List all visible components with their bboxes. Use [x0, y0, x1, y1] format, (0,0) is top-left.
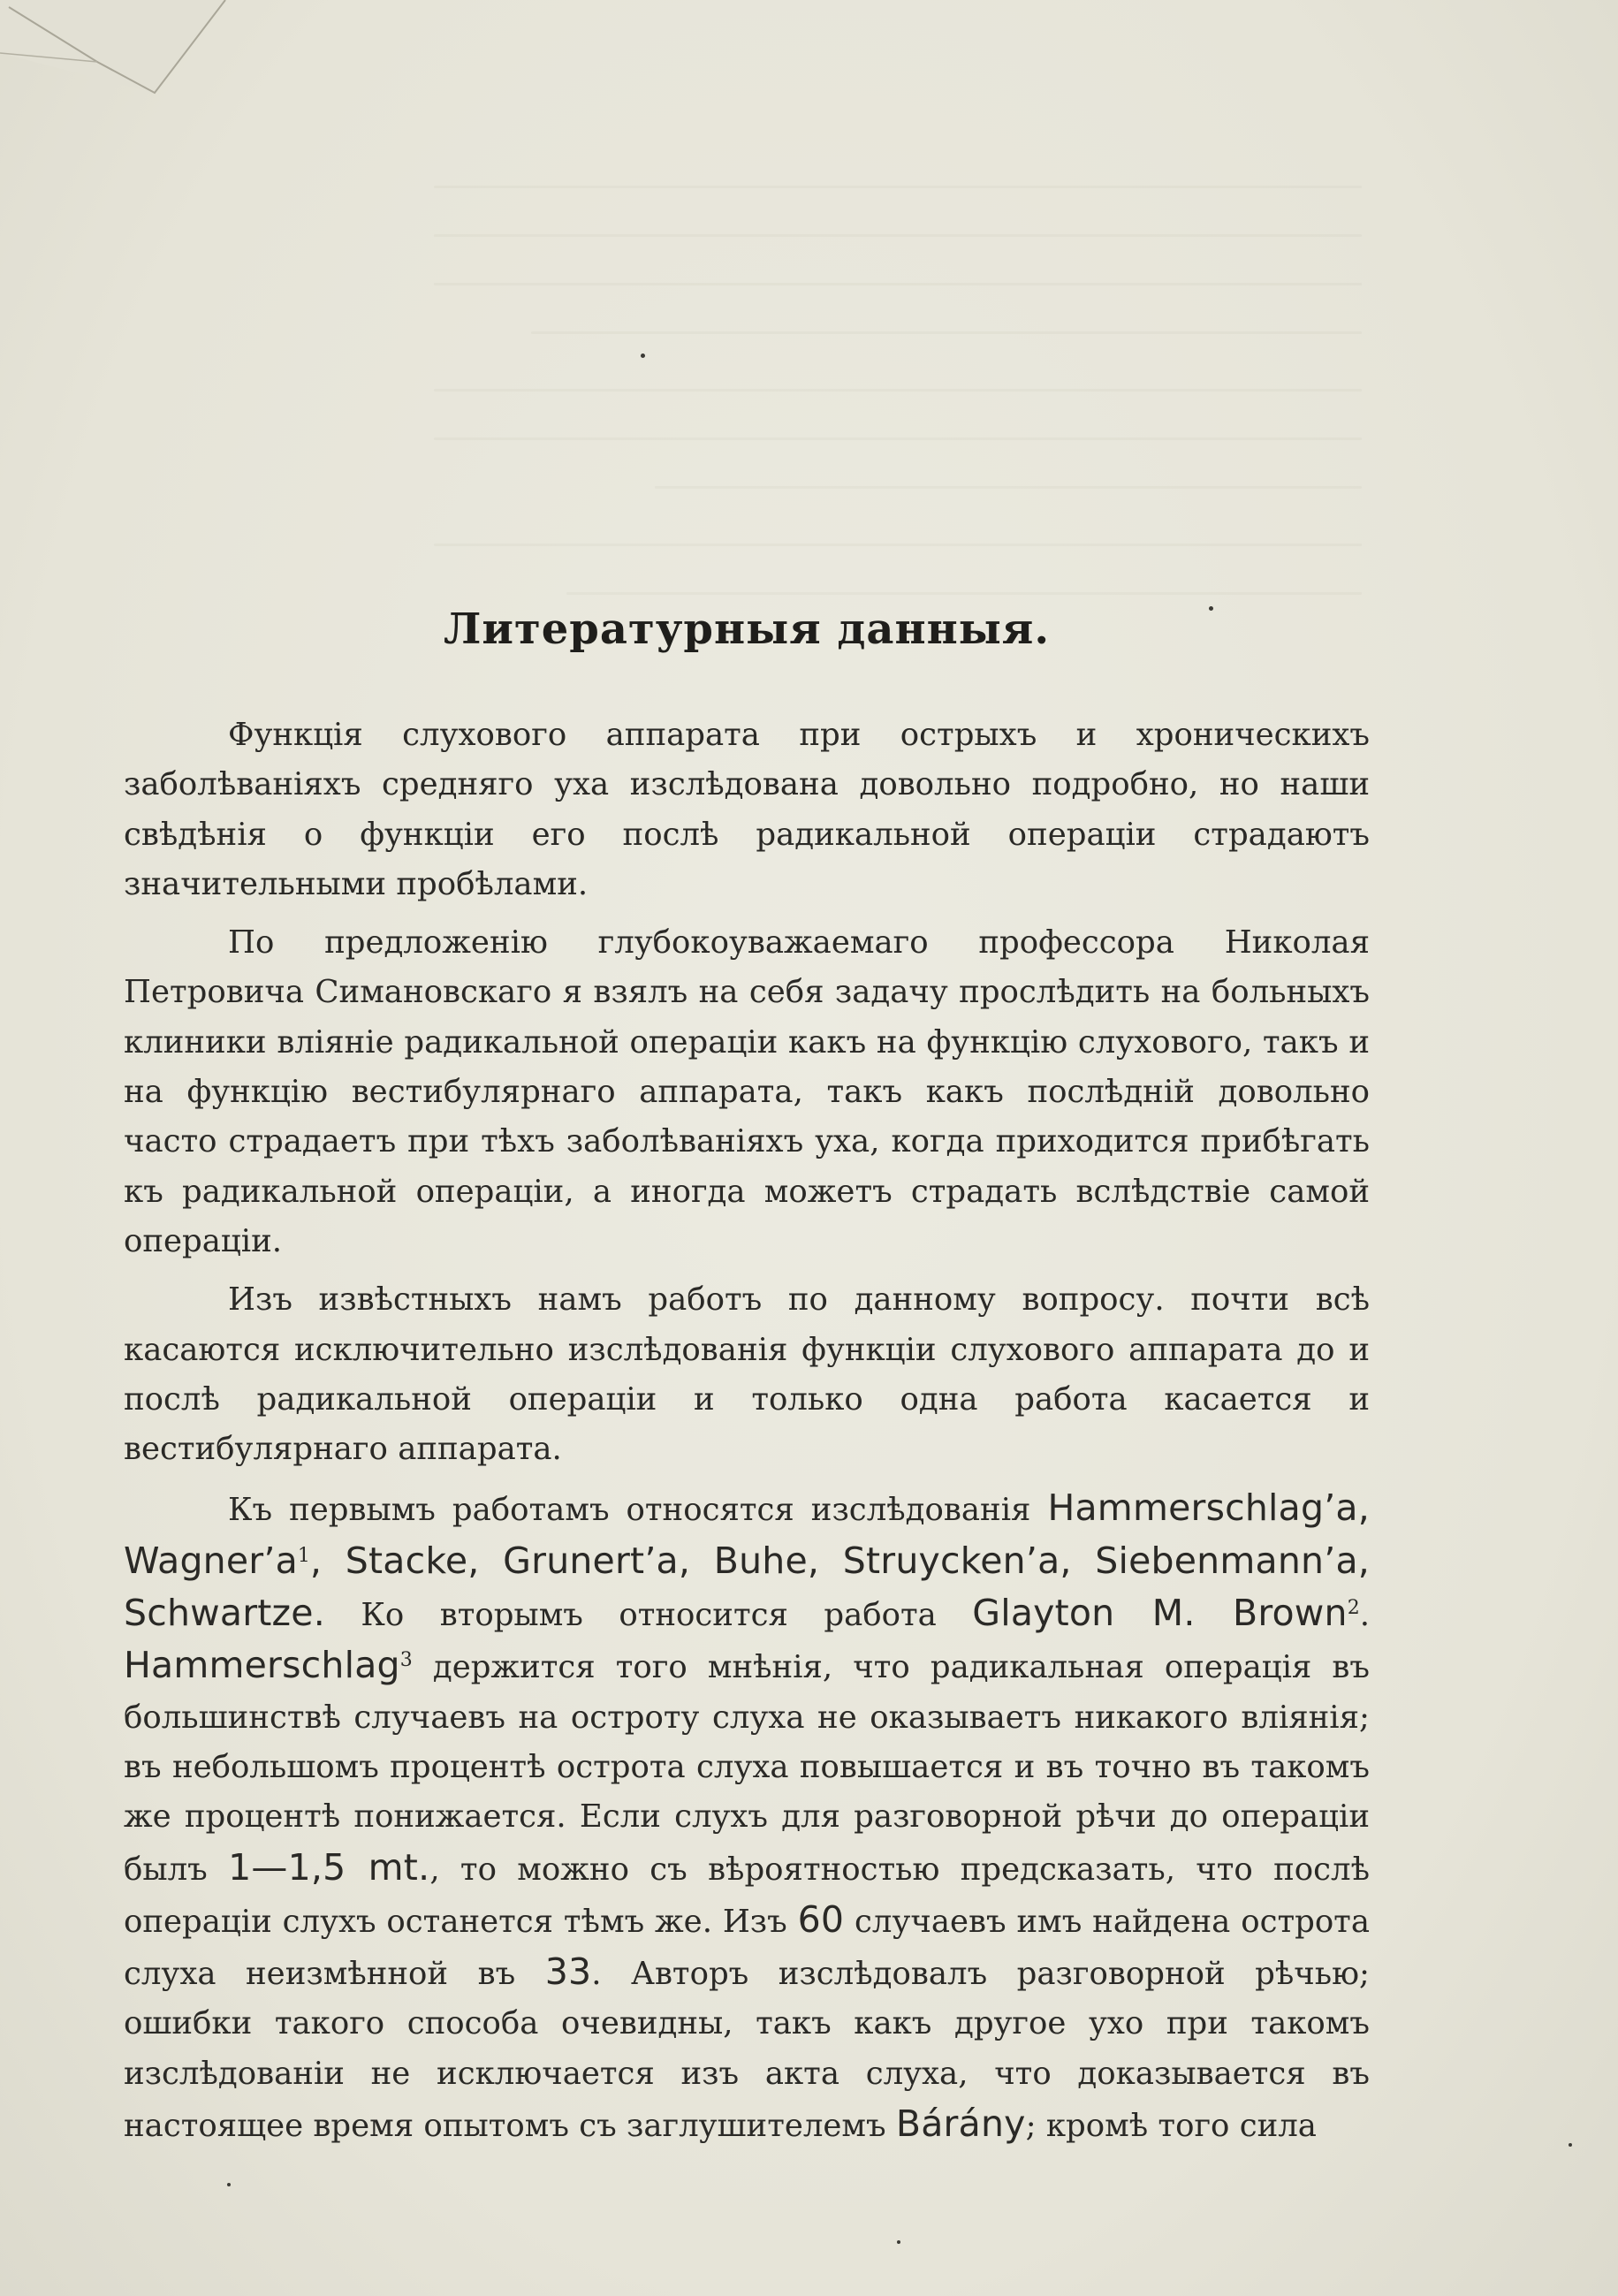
case-count: 33	[544, 1950, 592, 1994]
footnote-ref: 1	[297, 1544, 310, 1567]
folded-corner	[0, 0, 230, 115]
footnote-ref: 2	[1347, 1597, 1360, 1620]
case-count: 60	[797, 1897, 845, 1941]
ink-speck	[227, 2183, 231, 2186]
article-body	[124, 604, 1370, 2151]
paragraph-3: Изъ извѣстныхъ намъ работъ по данному вопросу. почти всѣ касаются исключительно изслѣдованія функціи слухового аппарата до и послѣ радикальной операціи и только одна работа касается и вестибулярнаго аппарата.	[124, 1281, 1370, 1468]
measure-value: 1—1,5 mt.	[228, 1845, 430, 1889]
footnote-ref: 3	[399, 1649, 413, 1672]
author-name: Bárány	[895, 2102, 1026, 2146]
ink-speck	[1569, 2143, 1572, 2147]
author-names: , Stacke, Grunert’a, Buhe, Struycken’a, Siebenmann’a, Schwartze.	[124, 1539, 1370, 1635]
author-name: Hammerschlag	[124, 1644, 400, 1687]
ink-speck	[897, 2240, 900, 2244]
section-heading: Литературныя данныя.	[443, 604, 1051, 654]
paragraph-1: Функція слухового аппарата при острыхъ и хроническихъ заболѣваніяхъ средняго уха изслѣдована довольно подробно, но наши свѣдѣнія о функціи его послѣ радикальной операціи страдаютъ значительными пробѣлами.	[124, 717, 1370, 902]
author-name: Glayton M. Brown	[972, 1592, 1348, 1635]
author-names: Hammerschlag’a, Wagner’a	[124, 1486, 1370, 1582]
paragraph-2: По предложенію глубокоуважаемаго профессора Николая Петровича Симановскаго я взялъ на себя задачу прослѣдить на больныхъ клиники вліяніе радикальной операціи какъ на функцію слухового, такъ и на функцію вестибулярнаго аппарата, такъ какъ послѣдній довольно часто страдаетъ при тѣхъ заболѣваніяхъ уха, когда приходится прибѣгать къ радикальной операціи, а иногда можетъ страдать вслѣдствіе самой операціи.	[124, 924, 1370, 1259]
ink-speck	[641, 354, 645, 358]
paragraph-4: Къ первымъ работамъ относятся изслѣдованія Hammerschlag’a, $Wagner’a^1$, Stacke, Grunert’a, Buhe, Struycken’a, Siebenmann’a, Schwartze. Ко вторымъ относится работа Glayton M. Brown$^2$. Hammerschlag$^3$ держится того мнѣнія, что радикальная операція въ большинствѣ случаевъ на остроту слуха не оказываетъ никакого вліянія; въ небольшомъ процентѣ острота слуха повышается и въ точно въ такомъ же процентѣ понижается. Если слухъ для разговорной рѣчи до операціи былъ 1—1,5 mt., то можно съ вѣроятностью предсказать, что послѣ операціи слухъ останется тѣмъ же. Изъ 60 случаевъ имъ найдена острота слуха неизмѣнной въ 33. Авторъ изслѣдовалъ разговорной рѣчью; ошибки такого способа очевидны, такъ какъ другое ухо при такомъ изслѣдованіи не исключается изъ акта слуха, что доказывается въ настоящее время опытомъ съ заглушителемъ Bárány; кромѣ того сила	[124, 1486, 1370, 2146]
